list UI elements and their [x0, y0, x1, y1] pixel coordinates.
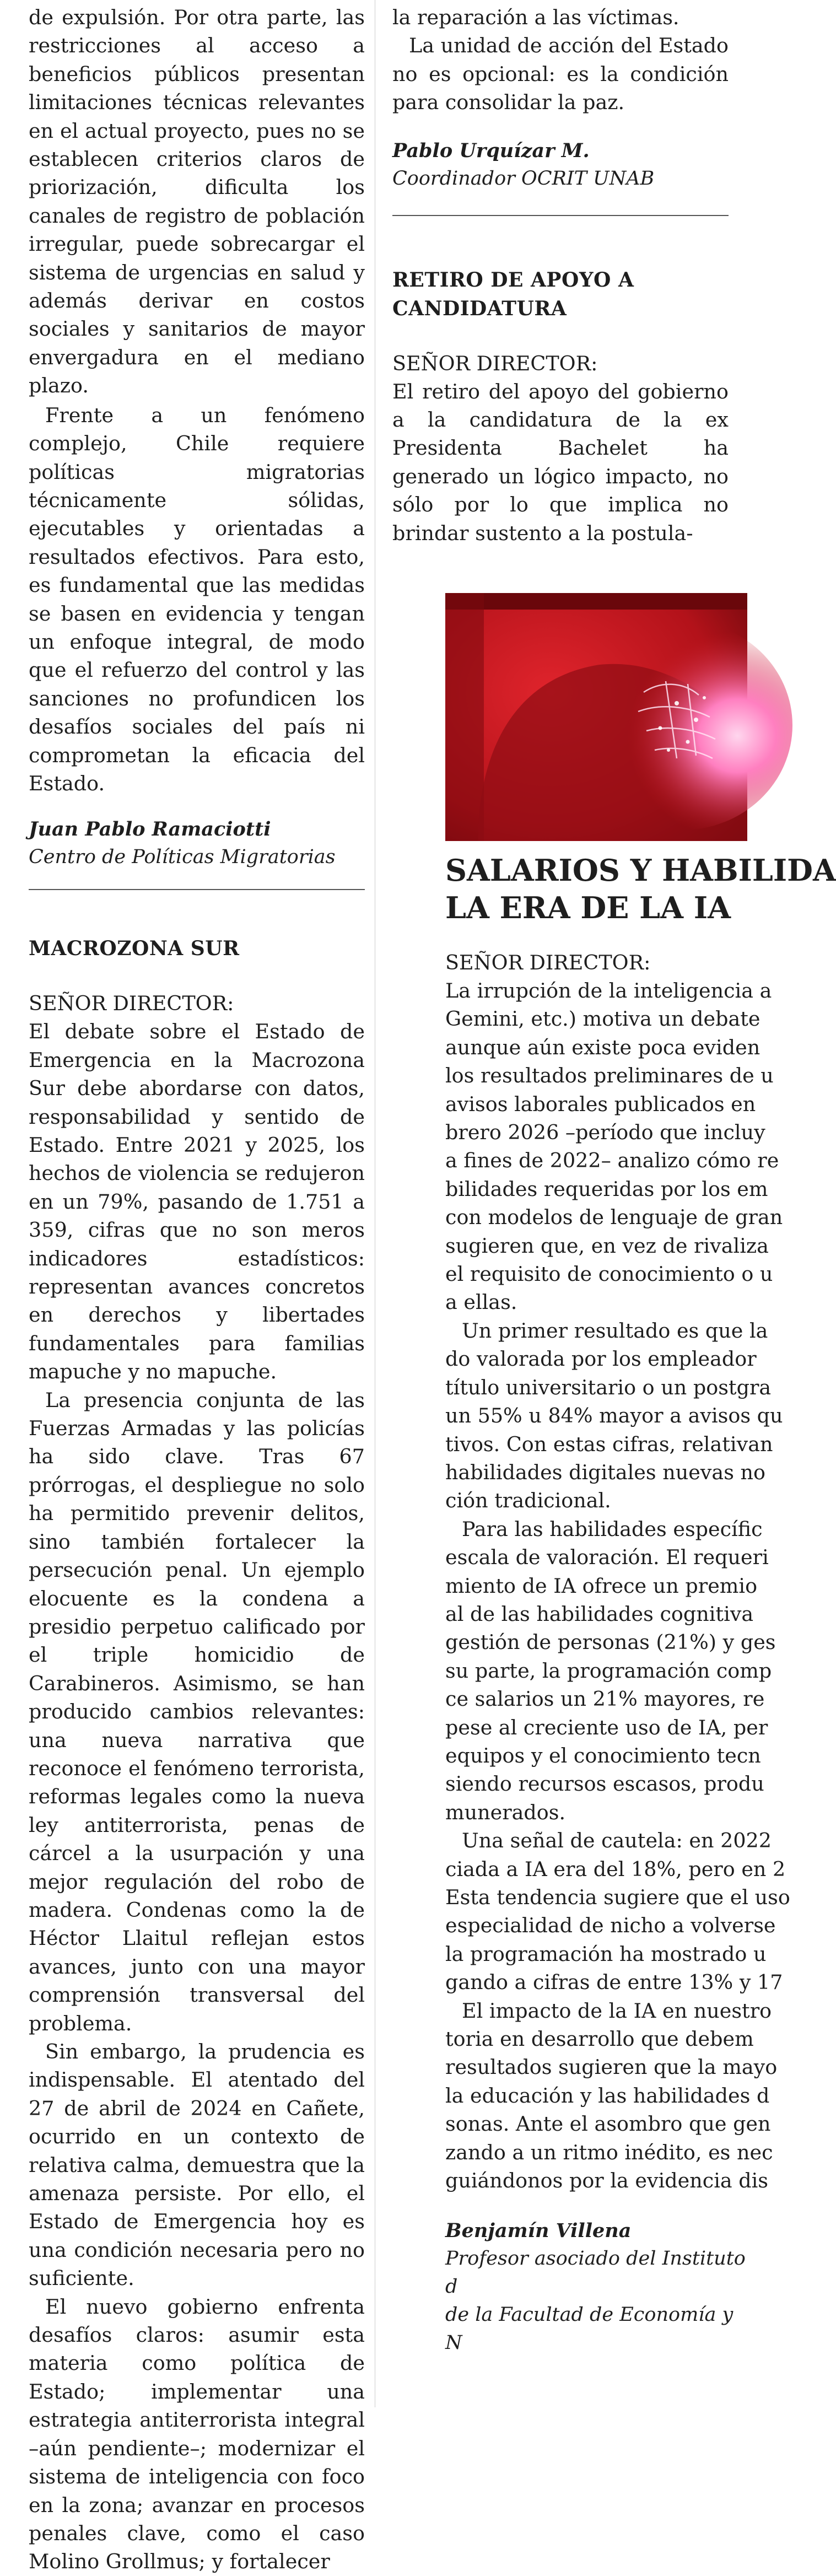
article-headline-line-1: SALARIOS Y HABILIDA — [445, 853, 836, 888]
text-line: ciada a IA era del 18%, pero en 2 — [445, 1857, 786, 1881]
ia-paragraph — [445, 1997, 778, 2195]
text-line: con modelos de lenguaje de gran — [445, 1205, 783, 1230]
migration-letter-paragraph: Frente a un fenómeno complejo, Chile requiere políticas migratorias técnicamente sólidas, ejecutables y orientadas a resultados efectivos. Para esto, es fundamental que las medidas se basen en evidencia y tengan un enfoque integral, de modo que el refuerzo del control y las sanciones no profundicen los desafíos sociales del país ni comprometan la eficacia del Estado. — [29, 403, 365, 795]
text-line: Para las habilidades específic — [462, 1517, 763, 1541]
text-line: Gemini, etc.) motiva un debate — [445, 1007, 761, 1031]
text-line: pese al creciente uso de IA, per — [445, 1715, 768, 1739]
text-line: la educación y las habilidades d — [445, 2083, 770, 2108]
ai-illustration-photo — [445, 593, 747, 841]
text-line: resultados sugieren que la mayo — [445, 2055, 778, 2079]
ia-paragraph — [445, 977, 783, 1317]
signature-role: de la Facultad de Economía y N — [445, 2304, 733, 2354]
signature-role: Centro de Políticas Migratorias — [29, 846, 336, 869]
letter-headline: RETIRO DE APOYO A — [392, 268, 634, 292]
text-line: toria en desarrollo que debem — [445, 2027, 754, 2051]
column-1 — [29, 0, 365, 2576]
text-line: habilidades digitales nuevas no — [445, 1460, 766, 1484]
letter-headline: CANDIDATURA — [392, 297, 567, 320]
text-line: siendo recursos escasos, produ — [445, 1772, 764, 1796]
retiro-paragraph: El retiro del apoyo del gobierno a la candidatura de la ex Presidenta Bachelet ha generado un lógico impacto, no sólo por lo que implica no brindar sustento a la postula- — [392, 379, 729, 545]
text-line: título universitario o un postgra — [445, 1375, 772, 1399]
text-line: sugieren que, en vez de rivaliza — [445, 1233, 769, 1258]
signature-role: Coordinador OCRIT UNAB — [392, 167, 655, 190]
macrozona-paragraph-continued: La unidad de acción del Estado no es opcional: es la condición para consolidar la paz. — [392, 34, 729, 115]
text-line: guiándonos por la evidencia dis — [445, 2169, 769, 2193]
column-2 — [392, 0, 729, 547]
text-line: la programación ha mostrado u — [445, 1942, 767, 1966]
macrozona-paragraph: El debate sobre el Estado de Emergencia en la Macrozona Sur debe abordarse con datos, responsabilidad y sentido de Estado. Entre 2021 y 2025, los hechos de violencia se redujeron en un 79%, pasando de 1.751 a 359, cifras que no son meros indicadores estadísticos: representan avances concretos en derechos y libertades fundamentales para familias mapuche y no mapuche. — [29, 1020, 365, 1384]
ia-paragraph — [445, 1317, 783, 1515]
text-line: a ellas. — [445, 1290, 517, 1314]
salutation: SEÑOR DIRECTOR: — [29, 991, 234, 1016]
text-line: gando a cifras de entre 13% y 17 — [445, 1970, 783, 1995]
text-line: Una señal de cautela: en 2022 — [462, 1829, 772, 1853]
text-line: el requisito de conocimiento o u — [445, 1262, 773, 1286]
text-line: gestión de personas (21%) y ges — [445, 1630, 776, 1655]
section-divider — [29, 889, 365, 890]
text-line: su parte, la programación comp — [445, 1658, 772, 1683]
text-line: munerados. — [445, 1800, 566, 1824]
ia-paragraph — [445, 1515, 776, 1826]
text-line: equipos y el conocimiento tecn — [445, 1743, 761, 1767]
text-line: especialidad de nicho a volverse — [445, 1914, 776, 1938]
section-divider — [392, 215, 729, 216]
text-line: zando a un ritmo inédito, es nec — [445, 2140, 773, 2164]
text-line: avisos laborales publicados en — [445, 1092, 756, 1116]
text-line: al de las habilidades cognitiva — [445, 1602, 754, 1626]
text-line: bilidades requeridas por los em — [445, 1177, 768, 1201]
signature-name: Benjamín Villena — [445, 2219, 632, 2243]
text-line: miento de IA ofrece un premio — [445, 1573, 758, 1598]
text-line: brero 2026 –período que incluy — [445, 1120, 765, 1145]
signature-role: Profesor asociado del Instituto d — [445, 2248, 746, 2298]
text-line: aunque aún existe poca eviden — [445, 1035, 761, 1059]
text-line: ción tradicional. — [445, 1489, 611, 1513]
text-line: un 55% u 84% mayor a avisos qu — [445, 1404, 783, 1428]
text-line: La irrupción de la inteligencia a — [445, 979, 772, 1003]
text-line: los resultados preliminares de u — [445, 1064, 774, 1088]
text-line: El impacto de la IA en nuestro — [462, 1998, 772, 2023]
signature-name: Juan Pablo Ramaciotti — [29, 818, 271, 841]
column-3 — [445, 852, 836, 2407]
salutation: SEÑOR DIRECTOR: — [445, 951, 651, 974]
macrozona-paragraph: La presencia conjunta de las Fuerzas Armadas y las policías ha sido clave. Tras 67 prórrogas, el despliegue no solo ha permitido prevenir delitos, sino también fortalecer la persecución penal. Un ejemplo elocuente es la condena a presidio perpetuo calificado por el triple homicidio de Carabineros. Asimismo, se han producido cambios relevantes: una nueva narrativa que reconoce el fenómeno terrorista, reformas legales como la nueva ley antiterrorista, penas de cárcel a la usurpación y una mejor regulación del robo de madera. Condenas como la de Héctor Llaitul reflejan estos avances, junto con una mayor comprensión transversal del problema. — [29, 1388, 365, 2035]
ia-paragraph — [445, 1826, 790, 1996]
text-line: sonas. Ante el asombro que gen — [445, 2112, 771, 2136]
text-line: escala de valoración. El requeri — [445, 1545, 769, 1570]
macrozona-paragraph: Sin embargo, la prudencia es indispensable. El atentado del 27 de abril de 2024 en Cañete, ocurrido en un contexto de relativa calma, demuestra que la amenaza persiste. Por ello, el Estado de Emergencia hoy es una condición necesaria pero no suficiente. — [29, 2040, 365, 2291]
migration-letter-paragraph: de expulsión. Por otra parte, las restricciones al acceso a beneficios públicos presentan limitaciones técnicas relevantes en el actual proyecto, pues no se establecen criterios claros de priorización, dificulta los canales de registro de población irregular, puede sobrecargar el sistema de urgencias en salud y además derivar en costos sociales y sanitarios de mayor envergadura en el mediano plazo. — [29, 6, 365, 398]
text-line: tivos. Con estas cifras, relativan — [445, 1432, 773, 1456]
macrozona-paragraph: El nuevo gobierno enfrenta desafíos claros: asumir esta materia como política de Estado; implementar una estrategia antiterrorista integral –aún pendiente–; modernizar el sistema de inteligencia con foco en la zona; avanzar en procesos penales clave, como el caso Molino Grollmus; y fortalecer — [29, 2294, 365, 2574]
signature-name: Pablo Urquízar M. — [392, 139, 590, 162]
macrozona-paragraph-continued: la reparación a las víctimas. — [392, 6, 679, 29]
letter-headline: MACROZONA SUR — [29, 937, 240, 961]
salutation: SEÑOR DIRECTOR: — [392, 351, 598, 375]
text-line: Esta tendencia sugiere que el uso — [445, 1885, 790, 1909]
text-line: Un primer resultado es que la — [462, 1318, 768, 1343]
ai-head-illustration — [445, 593, 747, 841]
text-line: ce salarios un 21% mayores, re — [445, 1687, 765, 1711]
text-line: a fines de 2022– analizo cómo re — [445, 1149, 779, 1173]
article-headline-line-2: LA ERA DE LA IA — [445, 890, 731, 925]
text-line: do valorada por los empleador — [445, 1347, 757, 1371]
